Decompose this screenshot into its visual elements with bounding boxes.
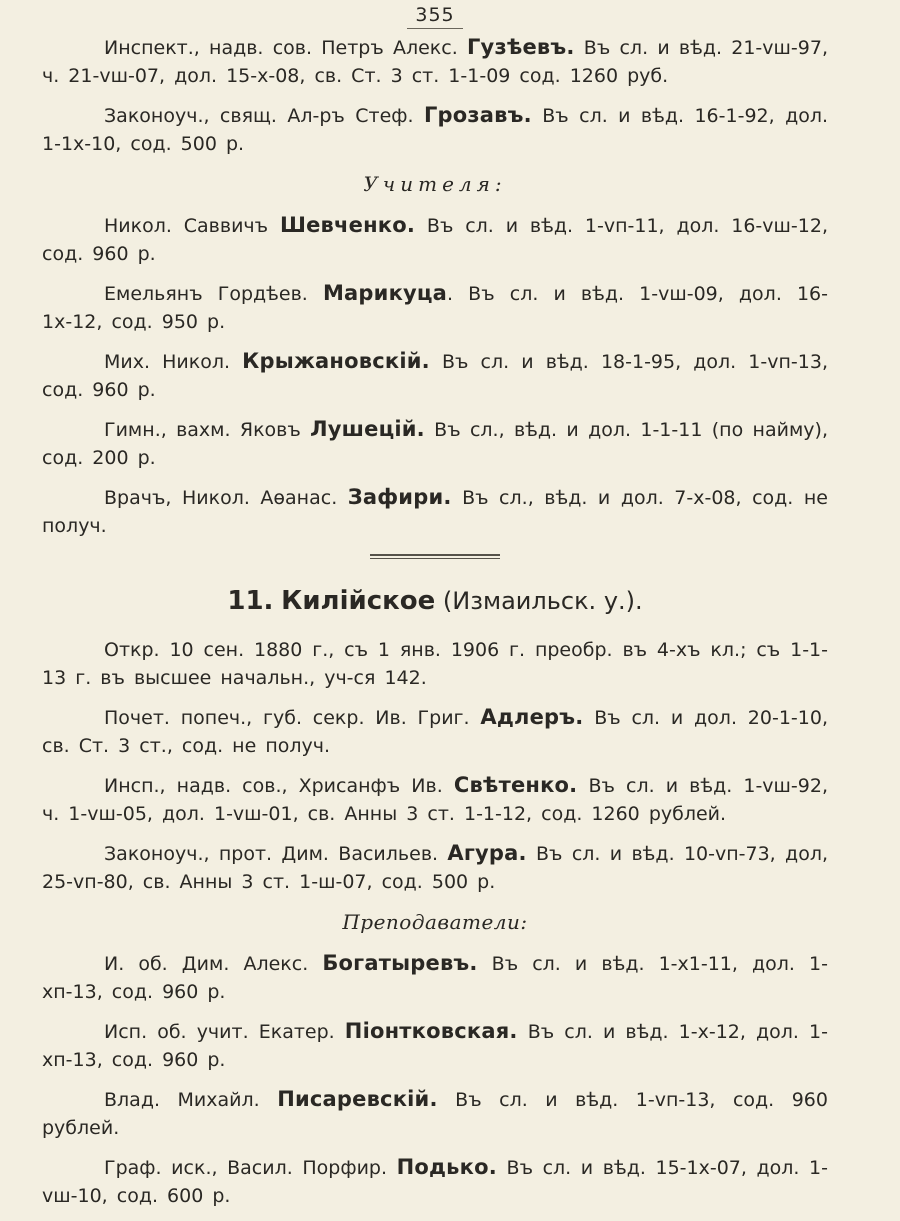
page-number: 355 xyxy=(42,0,828,34)
subheading-lecturers: Преподаватели: xyxy=(342,910,528,934)
entry-teacher: Никол. Саввичъ Шевченко. Въ сл. и вѣд. 1-vп-11, дол. 16-vш-12, сод. 960 р. xyxy=(42,213,828,265)
entry-inspector-2: Инсп., надв. сов., Хрисанфъ Ив. Свѣтенко. Въ сл. и вѣд. 1-vш-92, ч. 1-vш-05, дол. 1-vш-01, св. Анны 3 ст. 1-1-12, сод. 1260 рублей. xyxy=(42,773,828,825)
entry-lecturer: Исп. об. учит. Екатер. Піонтковская. Въ сл. и вѣд. 1-х-12, дол. 1-хп-13, сод. 960 р. xyxy=(42,1019,828,1071)
entry-teacher: Гимн., вахм. Яковъ Лушецій. Въ сл., вѣд. и дол. 1-1-11 (по найму), сод. 200 р. xyxy=(42,417,828,469)
school-title: 11. Килійское (Измаильск. у.). xyxy=(227,586,643,616)
entry-lecturer: Влад. Михайл. Писаревскій. Въ сл. и вѣд. 1-vп-13, сод. 960 рублей. xyxy=(42,1087,828,1139)
section-divider xyxy=(370,554,500,559)
entry-trustee: Почет. попеч., губ. секр. Ив. Григ. Адлеръ. Въ сл. и дол. 20-1-10, св. Ст. 3 ст., сод. не получ. xyxy=(42,705,828,757)
entry-law-teacher-2: Законоуч., прот. Дим. Васильев. Агура. Въ сл. и вѣд. 10-vп-73, дол, 25-vп-80, св. Анны 3 ст. 1-ш-07, сод. 500 р. xyxy=(42,841,828,893)
entry-inspector-1: Инспект., надв. сов. Петръ Алекс. Гузѣевъ. Въ сл. и вѣд. 21-vш-97, ч. 21-vш-07, дол. 15-х-08, св. Ст. 3 ст. 1-1-09 сод. 1260 руб. xyxy=(42,35,828,87)
entry-lecturer: Граф. иск., Васил. Порфир. Подько. Въ сл. и вѣд. 15-1х-07, дол. 1-vш-10, сод. 600 р. xyxy=(42,1155,828,1207)
entry-lecturer: И. об. Дим. Алекс. Богатыревъ. Въ сл. и вѣд. 1-х1-11, дол. 1-хп-13, сод. 960 р. xyxy=(42,951,828,1003)
entry-law-teacher-1: Законоуч., свящ. Ал-ръ Стеф. Грозавъ. Въ сл. и вѣд. 16-1-92, дол. 1-1х-10, сод. 500 р. xyxy=(42,103,829,155)
school-intro: Откр. 10 сен. 1880 г., съ 1 янв. 1906 г. преобр. въ 4-хъ кл.; съ 1-1-13 г. въ высшее начальн., уч-ся 142. xyxy=(42,639,828,689)
entry-teacher: Мих. Никол. Крыжановскій. Въ сл. и вѣд. 18-1-95, дол. 1-vп-13, сод. 960 р. xyxy=(42,349,828,401)
subheading-teachers: Учителя: xyxy=(363,172,507,196)
entry-teacher: Емельянъ Гордѣев. Марикуца. Въ сл. и вѣд. 1-vш-09, дол. 16-1х-12, сод. 950 р. xyxy=(42,281,828,333)
entry-doctor: Врачъ, Никол. Аѳанас. Зафири. Въ сл., вѣд. и дол. 7-х-08, сод. не получ. xyxy=(42,485,828,537)
